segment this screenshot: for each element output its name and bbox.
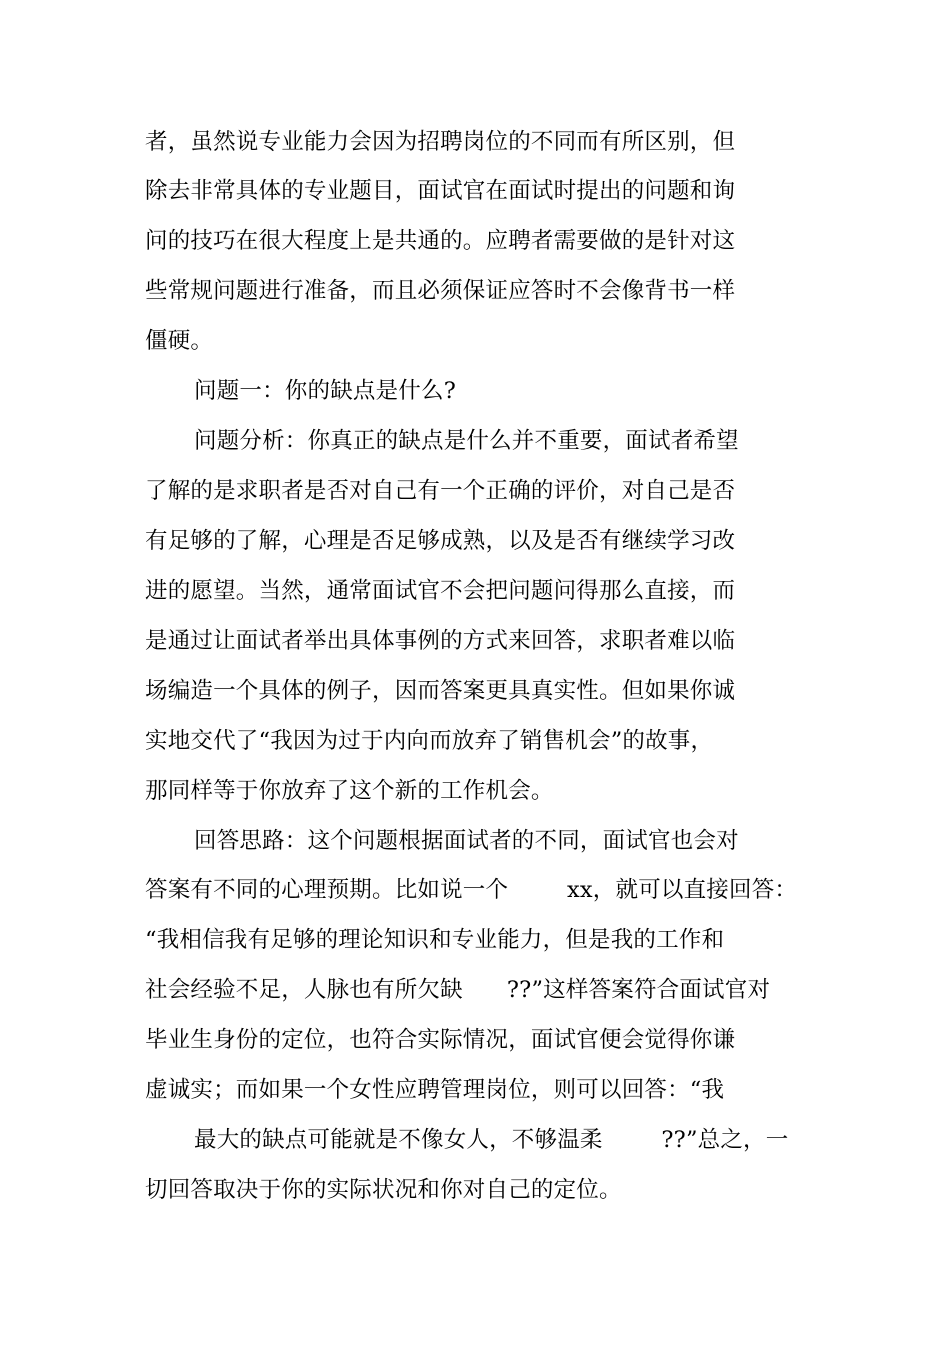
text-line: 最大的缺点可能就是不像女人，不够温柔 ??”总之，一 bbox=[194, 1127, 789, 1153]
text-line: 切回答取决于你的实际状况和你对自己的定位。 bbox=[145, 1177, 622, 1203]
section-heading: 问题一：你的缺点是什么? bbox=[194, 378, 456, 404]
text-line: 实地交代了“我因为过于内向而放弃了销售机会”的故事， bbox=[145, 728, 714, 754]
text-line: “我相信我有足够的理论知识和专业能力，但是我的工作和 bbox=[145, 927, 725, 953]
text-line: 场编造一个具体的例子，因而答案更具真实性。但如果你诚 bbox=[145, 678, 736, 704]
text-line: 社会经验不足，人脉也有所欠缺 ??”这样答案符合面试官对 bbox=[145, 977, 771, 1003]
text-line: 毕业生身份的定位，也符合实际情况，面试官便会觉得你谦 bbox=[145, 1027, 736, 1053]
text-line: 回答思路：这个问题根据面试者的不同，面试官也会对 bbox=[194, 828, 739, 854]
text-line: 者，虽然说专业能力会因为招聘岗位的不同而有所区别，但 bbox=[145, 129, 736, 155]
text-line: 有足够的了解，心理是否足够成熟，以及是否有继续学习改 bbox=[145, 528, 736, 554]
text-line: 些常规问题进行准备，而且必须保证应答时不会像背书一样 bbox=[145, 278, 736, 304]
text-line: 进的愿望。当然，通常面试官不会把问题问得那么直接，而 bbox=[145, 578, 736, 604]
text-line: 是通过让面试者举出具体事例的方式来回答，求职者难以临 bbox=[145, 628, 736, 654]
text-line: 问题分析：你真正的缺点是什么并不重要，面试者希望 bbox=[194, 428, 739, 454]
text-line: 答案有不同的心理预期。比如说一个 xx，就可以直接回答： bbox=[145, 877, 798, 903]
text-line: 那同样等于你放弃了这个新的工作机会。 bbox=[145, 778, 554, 804]
text-line: 虚诚实；而如果一个女性应聘管理岗位，则可以回答：“我 bbox=[145, 1077, 725, 1103]
text-line: 僵硬。 bbox=[145, 328, 214, 354]
text-line: 了解的是求职者是否对自己有一个正确的评价，对自己是否 bbox=[145, 478, 736, 504]
text-line: 问的技巧在很大程度上是共通的。应聘者需要做的是针对这 bbox=[145, 228, 736, 254]
text-line: 除去非常具体的专业题目，面试官在面试时提出的问题和询 bbox=[145, 178, 736, 204]
